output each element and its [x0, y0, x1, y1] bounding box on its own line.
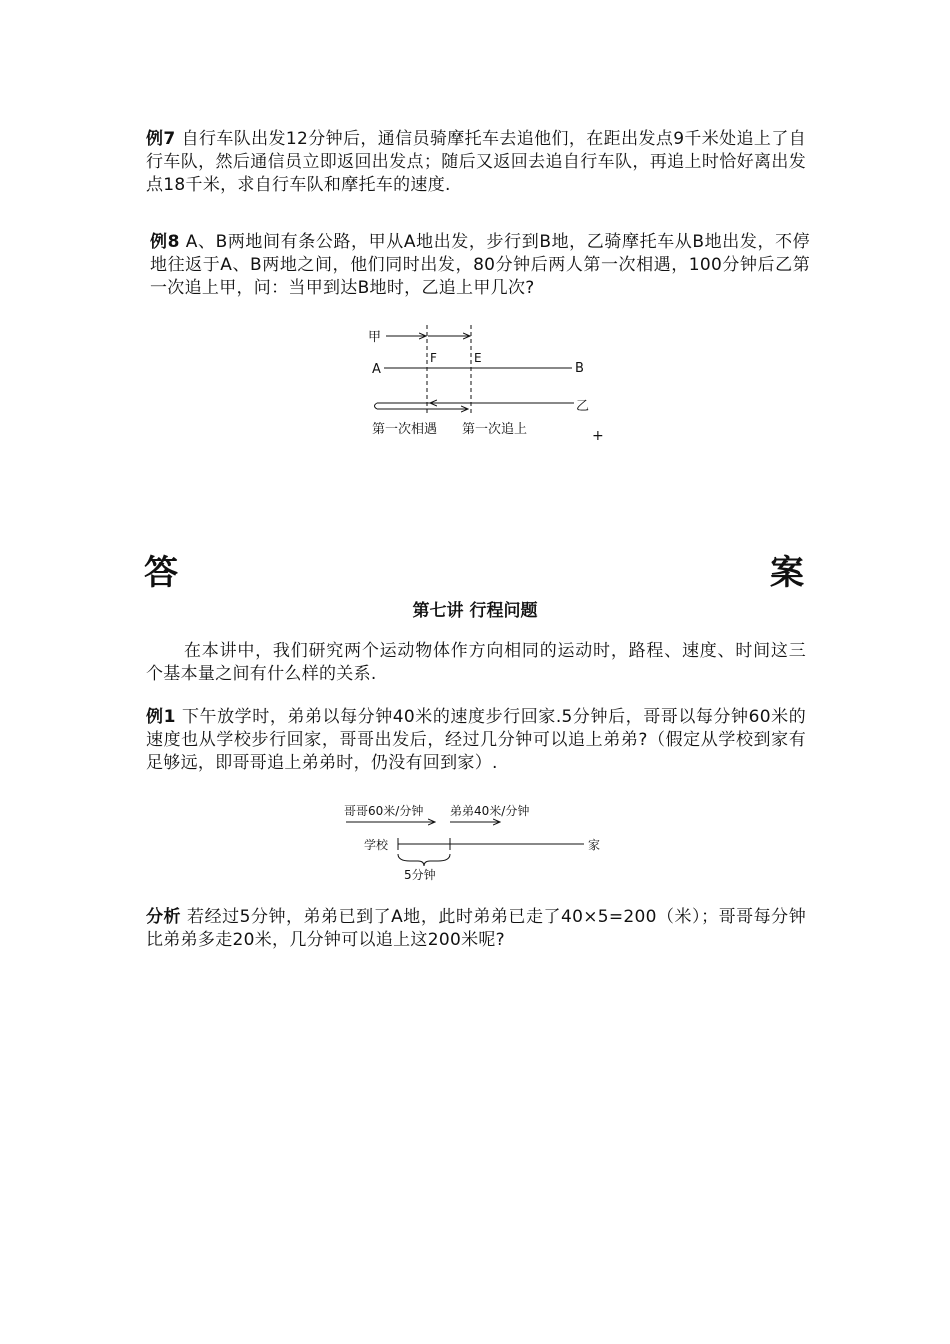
jia-label: 甲 — [368, 330, 382, 345]
first-catch-label: 第一次追上 — [462, 422, 528, 437]
diagram-chase-ab — [360, 320, 620, 450]
example-8 — [150, 231, 810, 300]
school-label: 学校 — [364, 838, 389, 852]
yi-turn — [375, 403, 378, 409]
five-min-label: 5分钟 — [404, 868, 436, 882]
diagram-brothers — [340, 798, 620, 888]
example-7 — [146, 128, 806, 197]
point-a-label: A — [372, 362, 381, 377]
plus-mark: + — [592, 428, 604, 444]
five-min-brace — [398, 854, 450, 866]
example-1-label: 例1 — [146, 707, 176, 727]
gege-speed-label: 哥哥60米/分钟 — [344, 804, 424, 818]
example-8-label: 例8 — [150, 232, 180, 252]
point-f-label: F — [430, 351, 437, 365]
example-8-text: A、B两地间有条公路，甲从A地出发，步行到B地，乙骑摩托车从B地出发，不停地往返于A、B两地之间，他们同时出发，80分钟后两人第一次相遇，100分钟后乙第一次追上甲，问：当甲到达B地时，乙追上甲几次? — [150, 232, 810, 298]
home-label: 家 — [588, 838, 601, 852]
answer-heading-right: 案 — [770, 553, 804, 593]
example-1 — [146, 706, 806, 775]
didi-speed-label: 弟弟40米/分钟 — [450, 804, 530, 818]
analysis-text: 若经过5分钟，弟弟已到了A地，此时弟弟已走了40×5=200（米）；哥哥每分钟比弟弟多走20米，几分钟可以追上这200米呢? — [146, 907, 806, 950]
example-7-label: 例7 — [146, 129, 176, 149]
analysis — [146, 906, 806, 952]
example-1-text: 下午放学时，弟弟以每分钟40米的速度步行回家.5分钟后，哥哥以每分钟60米的速度也从学校步行回家，哥哥出发后，经过几分钟可以追上弟弟?（假定从学校到家有足够远，即哥哥追上弟弟时，仍没有回到家）. — [146, 707, 806, 773]
point-b-label: B — [575, 361, 584, 376]
lecture-title: 第七讲 行程问题 — [412, 601, 538, 621]
point-e-label: E — [474, 351, 482, 365]
yi-label: 乙 — [576, 399, 590, 414]
intro-paragraph: 在本讲中，我们研究两个运动物体作方向相同的运动时，路程、速度、时间这三个基本量之间有什么样的关系. — [146, 641, 806, 684]
first-meet-label: 第一次相遇 — [372, 422, 438, 437]
analysis-label: 分析 — [146, 907, 182, 927]
example-7-text: 自行车队出发12分钟后，通信员骑摩托车去追他们，在距出发点9千米处追上了自行车队，然后通信员立即返回出发点；随后又返回去追自行车队，再追上时恰好离出发点18千米，求自行车队和摩托车的速度. — [146, 129, 806, 195]
answer-heading-left: 答 — [144, 553, 178, 593]
